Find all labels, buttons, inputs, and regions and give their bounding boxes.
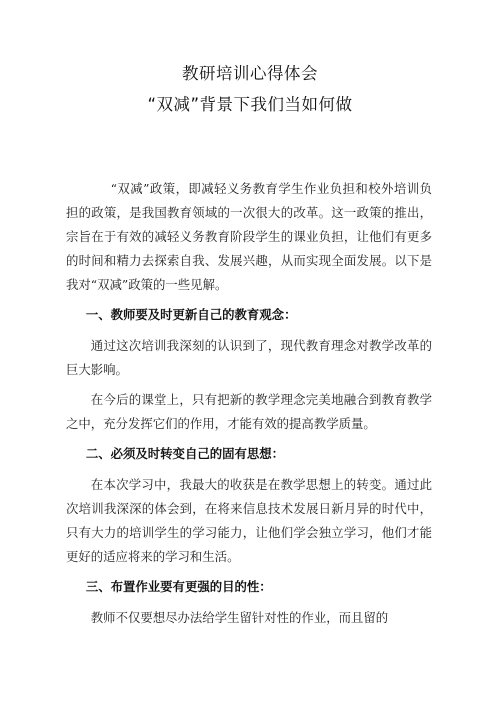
section-3-paragraph-1: 教师不仅要想尽办法给学生留针对性的作业，而且留的 (90, 610, 389, 625)
section-heading-1: 一、教师要及时更新自己的教育观念： (85, 307, 297, 322)
section-heading-3: 三、布置作业要有更强的目的性： (85, 579, 272, 594)
section-1-paragraph-2: 在今后的课堂上，只有把新的教学理念完美地融合到教育教学之中，充分发挥它们的作用，才能有效的提高教学质量。 (66, 392, 432, 431)
title-block (0, 62, 500, 117)
document-body (66, 177, 432, 630)
page-subtitle: “双减”背景下我们当如何做 (147, 95, 353, 114)
section-1-paragraph-1: 通过这次培训我深刻的认识到了，现代教育理念对教学改革的巨大影响。 (66, 338, 432, 377)
section-2-paragraph-1: 在本次学习中，我最大的收获是在教学思想上的转变。通过此次培训我深深的体会到，在将来信息技术发展日新月异的时代中，只有大力的培训学生的学习能力，让他们学会独立学习，他们才能更好的适应将来的学习和生活。 (66, 477, 432, 564)
page-title: 教研培训心得体会 (182, 64, 318, 83)
intro-paragraph: “双减”政策，即减轻义务教育学生作业负担和校外培训负担的政策，是我国教育领域的一次很大的改革。这一政策的推出，宗旨在于有效的减轻义务教育阶段学生的课业负担，让他们有更多的时间和精力去探索自我、发展兴趣，从而实现全面发展。以下是我对“双减”政策的一些见解。 (66, 181, 432, 292)
section-heading-2: 二、必须及时转变自己的固有思想： (85, 446, 285, 461)
